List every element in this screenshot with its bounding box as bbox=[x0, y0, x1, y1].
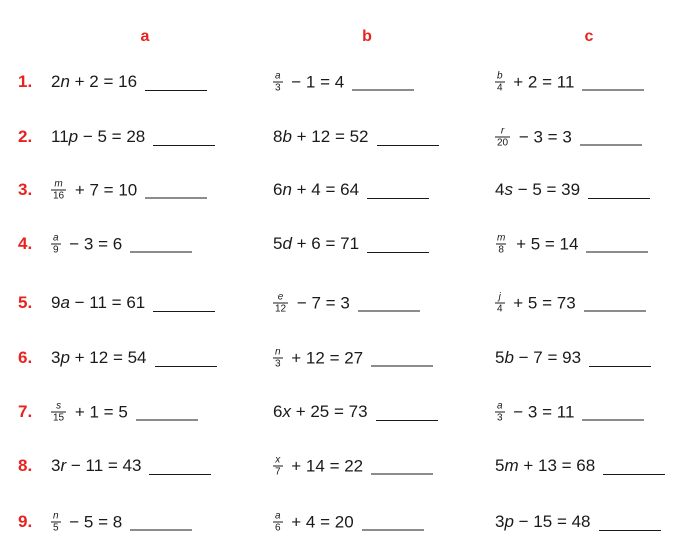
equation-rest: + 2 = 11 bbox=[508, 72, 575, 91]
answer-blank[interactable] bbox=[367, 236, 429, 253]
fraction-numerator: r bbox=[500, 125, 505, 137]
answer-blank[interactable] bbox=[130, 236, 192, 253]
fraction-numerator: b bbox=[497, 70, 503, 82]
problem-row bbox=[0, 170, 696, 210]
equation-a bbox=[51, 293, 215, 313]
problem-row bbox=[0, 502, 696, 542]
coefficient: 3 bbox=[51, 348, 61, 367]
answer-blank[interactable] bbox=[589, 350, 651, 367]
fraction-numerator: n bbox=[275, 346, 281, 358]
problem-number: 6. bbox=[18, 348, 33, 367]
variable: n bbox=[282, 180, 292, 199]
answer-blank[interactable] bbox=[599, 514, 661, 531]
fraction-numerator: m bbox=[54, 178, 63, 190]
problem-number: 2. bbox=[18, 127, 33, 146]
fraction-denominator: 20 bbox=[497, 137, 509, 149]
equation-c bbox=[495, 180, 650, 200]
equation-rest: + 14 = 22 bbox=[286, 456, 364, 475]
equation-b bbox=[273, 234, 429, 254]
equation-rest: − 11 = 43 bbox=[66, 456, 142, 475]
fraction-denominator: 3 bbox=[497, 412, 503, 424]
equation-b bbox=[273, 455, 433, 478]
variable: p bbox=[68, 127, 79, 146]
equation-c bbox=[495, 401, 644, 424]
coefficient: 2 bbox=[51, 72, 61, 91]
fraction-denominator: 3 bbox=[275, 82, 281, 94]
variable: d bbox=[282, 234, 292, 253]
equation-a bbox=[51, 127, 215, 147]
fraction bbox=[273, 71, 283, 94]
answer-blank[interactable] bbox=[371, 458, 433, 475]
answer-blank[interactable] bbox=[358, 295, 420, 312]
fraction bbox=[273, 347, 283, 370]
fraction-numerator: a bbox=[275, 70, 281, 82]
coefficient: 6 bbox=[273, 402, 283, 421]
fraction-denominator: 7 bbox=[275, 466, 281, 478]
equation-a bbox=[51, 348, 217, 368]
equation-rest: + 7 = 10 bbox=[70, 180, 138, 199]
equation-rest: − 3 = 3 bbox=[514, 127, 572, 146]
equation-a bbox=[51, 233, 192, 256]
equation-rest: + 12 = 27 bbox=[286, 348, 364, 367]
equation-rest: + 13 = 68 bbox=[518, 456, 596, 475]
problem-row bbox=[0, 283, 696, 323]
answer-blank[interactable] bbox=[130, 514, 192, 531]
problem-number: 3. bbox=[18, 180, 33, 199]
equation-a bbox=[51, 179, 207, 202]
fraction-denominator: 12 bbox=[275, 303, 287, 315]
fraction-numerator: n bbox=[53, 510, 59, 522]
problem-number: 5. bbox=[18, 293, 33, 312]
variable: b bbox=[504, 348, 514, 367]
fraction-numerator: j bbox=[498, 291, 501, 303]
column-header-a: a bbox=[140, 28, 150, 45]
equation-rest: + 5 = 14 bbox=[511, 234, 579, 253]
problem-number: 4. bbox=[18, 234, 33, 253]
fraction-denominator: 15 bbox=[53, 412, 65, 424]
fraction-numerator: a bbox=[275, 510, 281, 522]
equation-rest: + 12 = 52 bbox=[291, 127, 369, 146]
problem-row bbox=[0, 392, 696, 432]
equation-rest: + 5 = 73 bbox=[508, 293, 576, 312]
variable: x bbox=[282, 402, 291, 421]
equation-b bbox=[273, 180, 429, 200]
equation-c bbox=[495, 126, 642, 149]
equation-rest: − 7 = 93 bbox=[513, 348, 582, 367]
equation-rest: − 15 = 48 bbox=[513, 512, 591, 531]
equation-c bbox=[495, 456, 665, 476]
equation-a bbox=[51, 72, 207, 92]
fraction bbox=[273, 292, 288, 315]
fraction-denominator: 3 bbox=[275, 358, 281, 370]
answer-blank[interactable] bbox=[153, 295, 215, 312]
equation-a bbox=[51, 456, 211, 476]
answer-blank[interactable] bbox=[367, 182, 429, 199]
equation-b bbox=[273, 511, 424, 534]
coefficient: 8 bbox=[273, 127, 283, 146]
equation-rest: + 12 = 54 bbox=[69, 348, 147, 367]
equation-b bbox=[273, 402, 438, 422]
equation-rest: − 5 = 8 bbox=[64, 512, 123, 531]
equation-rest: − 5 = 39 bbox=[512, 180, 581, 199]
equation-a bbox=[51, 511, 192, 534]
fraction bbox=[495, 71, 505, 94]
fraction-denominator: 4 bbox=[497, 303, 503, 315]
problem-number: 8. bbox=[18, 456, 33, 475]
answer-blank[interactable] bbox=[145, 182, 207, 199]
fraction bbox=[51, 233, 61, 256]
fraction-denominator: 5 bbox=[53, 522, 59, 534]
fraction bbox=[51, 401, 66, 424]
fraction-numerator: a bbox=[497, 400, 503, 412]
coefficient: 11 bbox=[51, 127, 69, 146]
variable: n bbox=[60, 72, 70, 91]
equation-rest: − 3 = 11 bbox=[508, 402, 575, 421]
equation-b bbox=[273, 347, 433, 370]
equation-b bbox=[273, 127, 439, 147]
coefficient: 9 bbox=[51, 293, 61, 312]
equation-rest: − 3 = 6 bbox=[64, 234, 123, 253]
fraction-numerator: s bbox=[56, 400, 62, 412]
variable: s bbox=[504, 180, 513, 199]
equation-rest: + 25 = 73 bbox=[290, 402, 368, 421]
equation-b bbox=[273, 292, 420, 315]
problem-number: 7. bbox=[18, 402, 33, 421]
problem-row bbox=[0, 446, 696, 486]
answer-blank[interactable] bbox=[371, 350, 433, 367]
fraction-denominator: 16 bbox=[53, 190, 65, 202]
equation-a bbox=[51, 401, 198, 424]
fraction bbox=[273, 455, 283, 478]
coefficient: 4 bbox=[495, 180, 505, 199]
fraction-numerator: m bbox=[497, 232, 506, 244]
variable: p bbox=[504, 512, 514, 531]
answer-blank[interactable] bbox=[377, 129, 439, 146]
fraction bbox=[51, 511, 61, 534]
coefficient: 5 bbox=[495, 456, 505, 475]
fraction-numerator: x bbox=[275, 454, 281, 466]
problem-row bbox=[0, 117, 696, 157]
variable: a bbox=[60, 293, 70, 312]
problem-row bbox=[0, 224, 696, 264]
coefficient: 6 bbox=[273, 180, 283, 199]
coefficient: 3 bbox=[51, 456, 61, 475]
variable: m bbox=[504, 456, 519, 475]
answer-blank[interactable] bbox=[145, 74, 207, 91]
answer-blank[interactable] bbox=[582, 74, 644, 91]
answer-blank[interactable] bbox=[155, 350, 217, 367]
problem-row bbox=[0, 338, 696, 378]
variable: r bbox=[60, 456, 67, 475]
fraction-denominator: 4 bbox=[497, 82, 503, 94]
problem-row bbox=[0, 62, 696, 102]
answer-blank[interactable] bbox=[149, 458, 211, 475]
column-header-c: c bbox=[584, 28, 594, 45]
column-header-b: b bbox=[362, 28, 372, 45]
answer-blank[interactable] bbox=[584, 295, 646, 312]
fraction bbox=[495, 126, 510, 149]
coefficient: 5 bbox=[495, 348, 505, 367]
fraction bbox=[51, 179, 66, 202]
answer-blank[interactable] bbox=[582, 404, 644, 421]
answer-blank[interactable] bbox=[580, 129, 642, 146]
fraction-numerator: a bbox=[53, 232, 59, 244]
equation-rest: + 4 = 20 bbox=[286, 512, 354, 531]
coefficient: 5 bbox=[273, 234, 283, 253]
equation-rest: + 6 = 71 bbox=[291, 234, 360, 253]
fraction bbox=[273, 511, 283, 534]
variable: b bbox=[282, 127, 292, 146]
problem-number: 1. bbox=[18, 72, 33, 91]
answer-blank[interactable] bbox=[588, 182, 650, 199]
answer-blank[interactable] bbox=[352, 74, 414, 91]
fraction-denominator: 8 bbox=[498, 244, 504, 256]
equation-b bbox=[273, 71, 414, 94]
equation-rest: + 4 = 64 bbox=[291, 180, 360, 199]
equation-c bbox=[495, 512, 661, 532]
fraction bbox=[495, 292, 505, 315]
fraction bbox=[495, 233, 507, 256]
variable: p bbox=[60, 348, 70, 367]
equation-c bbox=[495, 71, 644, 94]
answer-blank[interactable] bbox=[586, 236, 648, 253]
equation-rest: − 5 = 28 bbox=[78, 127, 146, 146]
equation-rest: − 1 = 4 bbox=[286, 72, 345, 91]
answer-blank[interactable] bbox=[153, 129, 215, 146]
equation-c bbox=[495, 233, 648, 256]
answer-blank[interactable] bbox=[603, 458, 665, 475]
answer-blank[interactable] bbox=[376, 404, 438, 421]
equation-rest: − 7 = 3 bbox=[292, 293, 350, 312]
equation-c bbox=[495, 292, 646, 315]
fraction-numerator: e bbox=[277, 291, 284, 303]
equation-rest: + 2 = 16 bbox=[69, 72, 138, 91]
equation-rest: + 1 = 5 bbox=[70, 402, 128, 421]
answer-blank[interactable] bbox=[362, 514, 424, 531]
answer-blank[interactable] bbox=[136, 404, 198, 421]
fraction-denominator: 6 bbox=[275, 522, 281, 534]
equation-rest: − 11 = 61 bbox=[69, 293, 146, 312]
problem-number: 9. bbox=[18, 512, 33, 531]
fraction bbox=[495, 401, 505, 424]
fraction-denominator: 9 bbox=[53, 244, 59, 256]
equation-c bbox=[495, 348, 651, 368]
coefficient: 3 bbox=[495, 512, 505, 531]
